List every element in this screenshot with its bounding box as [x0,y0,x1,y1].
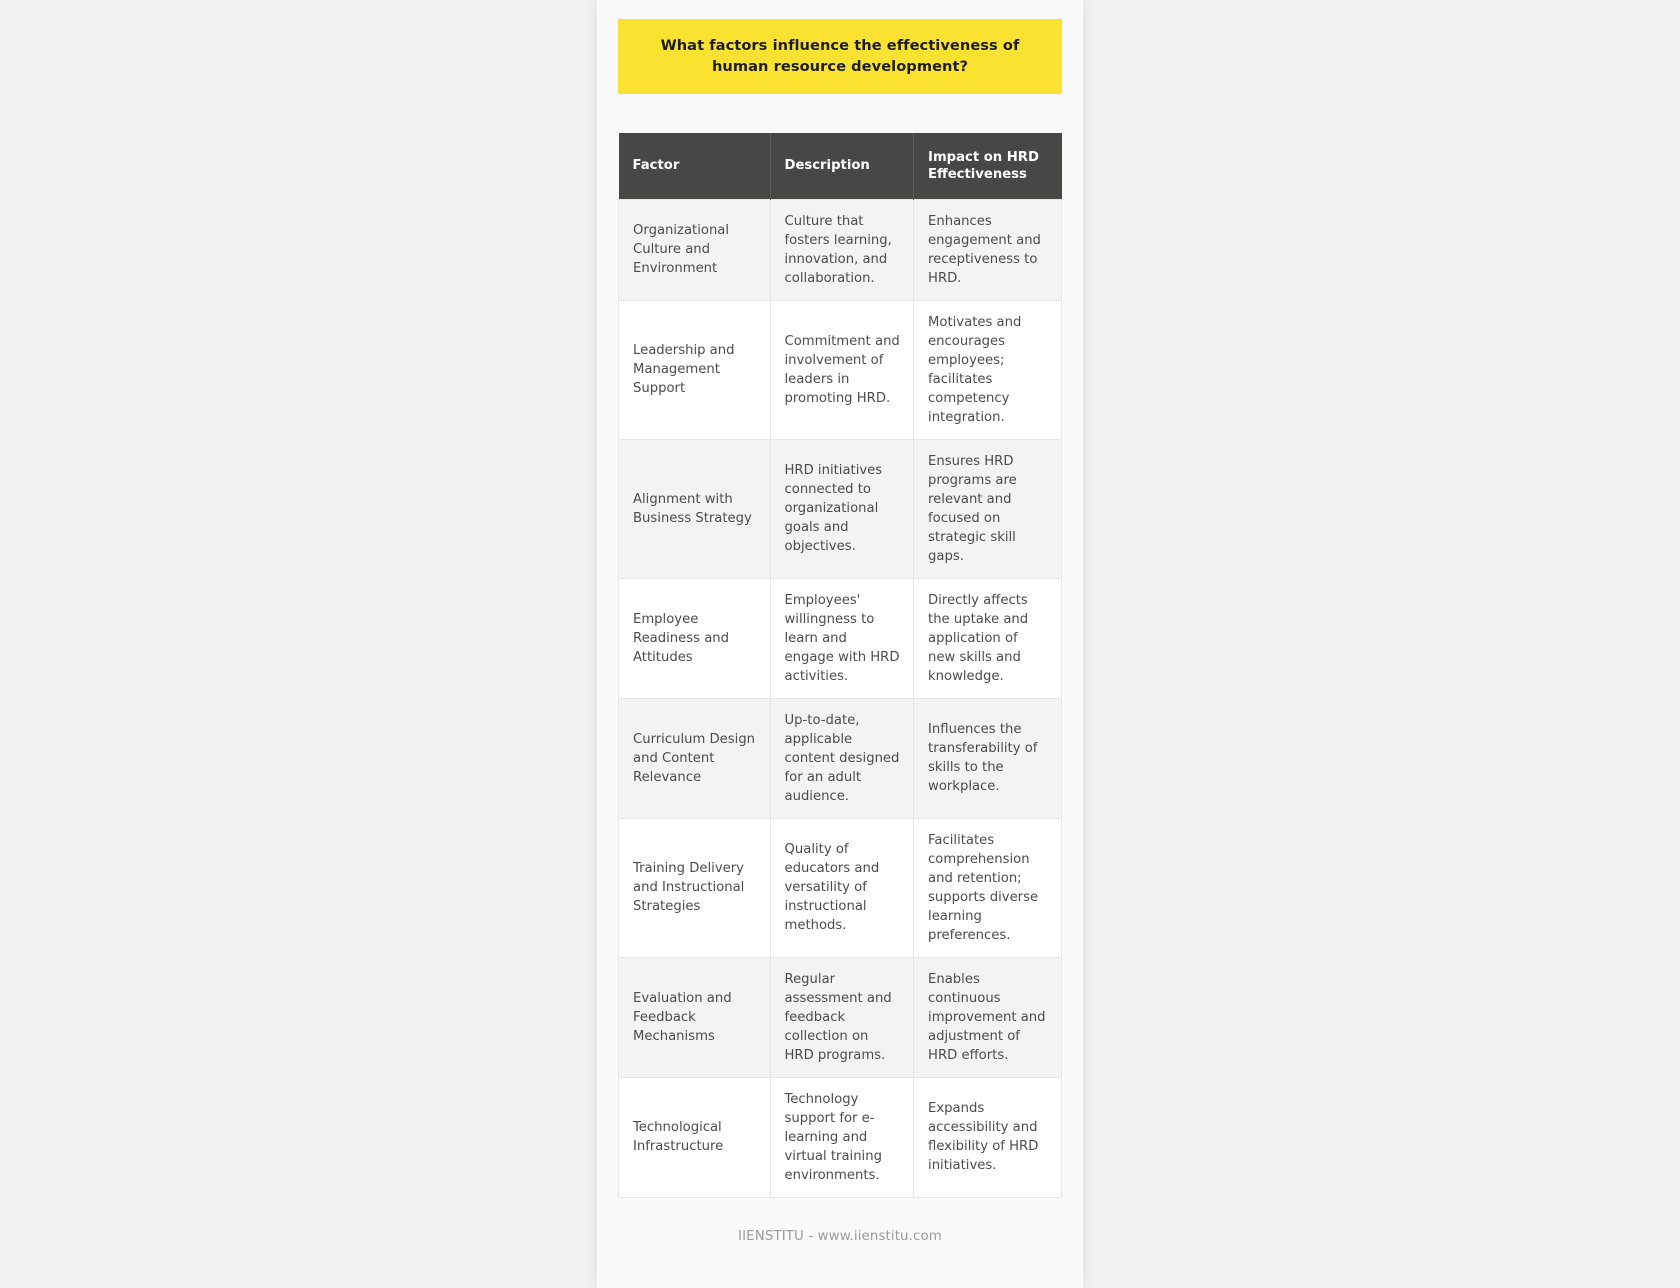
cell-impact: Expands accessibility and flexibility of HRD initiatives. [914,1077,1062,1197]
table-row [619,957,1062,1077]
column-header-factor: Factor [619,133,771,199]
cell-factor: Leadership and Management Support [619,300,771,439]
cell-factor: Evaluation and Feedback Mechanisms [619,957,771,1077]
cell-factor: Employee Readiness and Attitudes [619,578,771,698]
cell-factor: Technological Infrastructure [619,1077,771,1197]
cell-description: Culture that fosters learning, innovation, and collaboration. [770,199,914,300]
column-header-description: Description [770,133,914,199]
cell-factor: Alignment with Business Strategy [619,439,771,578]
cell-impact: Facilitates comprehension and retention; supports diverse learning preferences. [914,818,1062,957]
table-row [619,199,1062,300]
footer-attribution: IIENSTITU - www.iienstitu.com [738,1228,942,1244]
cell-impact: Ensures HRD programs are relevant and focused on strategic skill gaps. [914,439,1062,578]
content-card [597,0,1083,1288]
cell-description: Regular assessment and feedback collection on HRD programs. [770,957,914,1077]
table-row [619,818,1062,957]
table-header [619,133,1062,199]
cell-impact: Motivates and encourages employees; facilitates competency integration. [914,300,1062,439]
cell-description: Technology support for e-learning and virtual training environments. [770,1077,914,1197]
question-title-banner [618,19,1062,94]
cell-description: HRD initiatives connected to organizational goals and objectives. [770,439,914,578]
table-row [619,300,1062,439]
page-title: What factors influence the effectiveness of human resource development? [660,37,1020,76]
table-header-row [619,133,1062,199]
cell-description: Up-to-date, applicable content designed for an adult audience. [770,698,914,818]
table-row [619,1077,1062,1197]
cell-factor: Training Delivery and Instructional Strategies [619,818,771,957]
cell-description: Quality of educators and versatility of instructional methods. [770,818,914,957]
hrd-factors-table [618,133,1062,1198]
column-header-impact: Impact on HRD Effectiveness [914,133,1062,199]
table-row [619,578,1062,698]
cell-impact: Directly affects the uptake and application of new skills and knowledge. [914,578,1062,698]
cell-factor: Curriculum Design and Content Relevance [619,698,771,818]
table-row [619,439,1062,578]
cell-impact: Influences the transferability of skills to the workplace. [914,698,1062,818]
table-row [619,698,1062,818]
cell-impact: Enhances engagement and receptiveness to HRD. [914,199,1062,300]
table-body [619,199,1062,1197]
cell-description: Employees' willingness to learn and engage with HRD activities. [770,578,914,698]
cell-description: Commitment and involvement of leaders in promoting HRD. [770,300,914,439]
cell-impact: Enables continuous improvement and adjustment of HRD efforts. [914,957,1062,1077]
cell-factor: Organizational Culture and Environment [619,199,771,300]
